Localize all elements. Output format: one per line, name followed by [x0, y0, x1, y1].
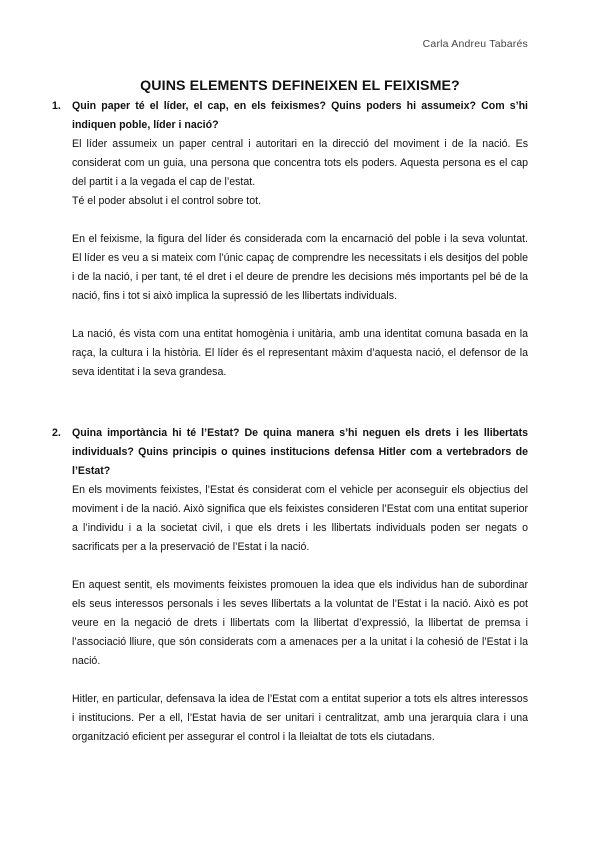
paragraph: Té el poder absolut i el control sobre tot.	[72, 195, 262, 207]
document-title: QUINS ELEMENTS DEFINEIXEN EL FEIXISME?	[140, 78, 460, 94]
paragraph: En aquest sentit, els moviments feixistes promouen la idea que els individus han de subordinar els seus interessos personals i les seves llibertats a la voluntat de l’Estat i la nació. Això es pot veure en la negació de drets i llibertats com la llibertat d’expressió, la llibertat de premsa i l’associació lliure, que són considerats com a amenaces per a la unitat i la cohesió de l’Estat i la nació.	[72, 579, 528, 667]
section-2	[52, 424, 528, 747]
paragraph: El líder assumeix un paper central i autoritari en la direcció del moviment i de la nació. Es considerat com un guia, una persona que concentra tots els poders. Aquesta persona es el cap del partit i a la vegada el cap de l’estat.	[72, 138, 528, 188]
question-number: 1.	[52, 100, 61, 112]
answer-2	[72, 481, 528, 747]
paragraph: La nació, és vista com una entitat homogènia i unitària, amb una identitat comuna basada en la raça, la cultura i la història. El líder és el representant màxim d’aquesta nació, el defensor de la seva identitat i la seva grandesa.	[72, 328, 528, 378]
paragraph: En el feixisme, la figura del líder és considerada com la encarnació del poble i la seva voluntat. El líder es veu a si mateix com l’únic capaç de comprendre les necessitats i els desitjos del poble i de la nació, i per tant, té el dret i el deure de prendre les decisions més importants pel bé de la nació, fins i tot si això implica la supressió de les llibertats individuals.	[72, 233, 528, 302]
question-number: 2.	[52, 427, 61, 439]
question-1	[52, 97, 528, 135]
paragraph: En els moviments feixistes, l’Estat és considerat com el vehicle per aconseguir els objectius del moviment i de la nació. Això significa que els feixistes consideren l’Estat com una entitat superior a l’individu i a la societat civil, i que els drets i les llibertats individuals poden ser negats o sacrificats per a la preservació de l’Estat i la nació.	[72, 484, 528, 553]
answer-1	[72, 135, 528, 382]
question-text: Quina importància hi té l’Estat? De quina manera s’hi neguen els drets i les llibertats individuals? Quins principis o quines institucions defensa Hitler com a vertebradors de l’Estat?	[72, 427, 528, 477]
section-1	[52, 97, 528, 382]
question-text: Quin paper té el líder, el cap, en els feixismes? Quins poders hi assumeix? Com s’hi indiquen poble, líder i nació?	[72, 100, 528, 131]
author-name: Carla Andreu Tabarés	[422, 38, 528, 50]
question-2	[52, 424, 528, 481]
paragraph: Hitler, en particular, defensava la idea de l’Estat com a entitat superior a tots els altres interessos i institucions. Per a ell, l’Estat havia de ser unitari i centralitzat, amb una jerarquia clara i una organització eficient per assegurar el control i la lleialtat de tots els ciutadans.	[72, 693, 528, 743]
